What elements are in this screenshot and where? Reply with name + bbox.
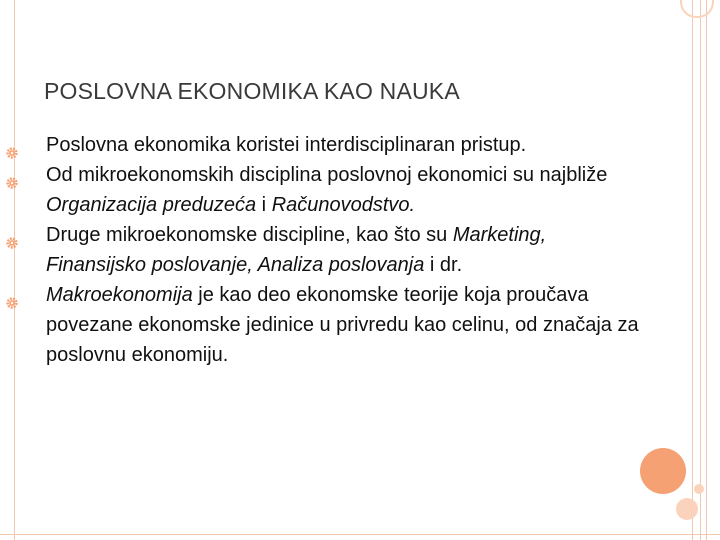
bullet-text-normal: Poslovna ekonomika koristei interdisciplinaran pristup. — [46, 134, 527, 156]
bullet-text-italic: Marketing, Finansijsko poslovanje, Analiza poslovanja — [46, 224, 547, 276]
bullet-item — [0, 160, 640, 220]
bullet-item — [0, 220, 640, 280]
bullet-text — [46, 164, 607, 216]
deco-circle-large-icon — [640, 448, 686, 494]
bullet-text — [46, 134, 526, 156]
gear-icon — [5, 229, 19, 243]
deco-circle-small-icon — [676, 498, 698, 520]
deco-circle-top-icon — [680, 0, 714, 18]
frame-line-bottom — [0, 534, 720, 535]
frame-line-right-inner2 — [706, 0, 707, 540]
bullet-text-normal: Druge mikroekonomske discipline, kao što su — [46, 224, 453, 246]
bullet-text-italic: Računovodstvo. — [271, 194, 416, 216]
bullet-text-normal: je kao deo ekonomske teorije koja proučava povezane ekonomske jedinice u privredu kao celinu, od značaja za poslovnu ekonomiju. — [46, 284, 639, 366]
bullet-item — [0, 280, 640, 370]
bullet-text-normal: i dr. — [424, 254, 463, 276]
gear-icon — [5, 139, 19, 153]
gear-icon — [5, 289, 19, 303]
bullet-item — [0, 130, 640, 160]
bullet-text — [46, 284, 639, 366]
bullet-text — [46, 224, 546, 276]
frame-line-right-inner — [700, 0, 701, 540]
bullet-text-normal: i — [256, 194, 272, 216]
gear-icon — [5, 169, 19, 183]
bullet-text-italic: Makroekonomija — [46, 284, 193, 306]
bullet-text-italic: Organizacija preduzeća — [46, 194, 257, 216]
deco-circle-tiny-icon — [694, 484, 704, 494]
slide-title: POSLOVNA EKONOMIKA KAO NAUKA — [44, 78, 460, 104]
bullet-text-normal: Od mikroekonomskih disciplina poslovnoj ekonomici su najbliže — [46, 164, 608, 186]
frame-line-right-outer — [692, 0, 693, 540]
bullet-list — [0, 130, 640, 370]
